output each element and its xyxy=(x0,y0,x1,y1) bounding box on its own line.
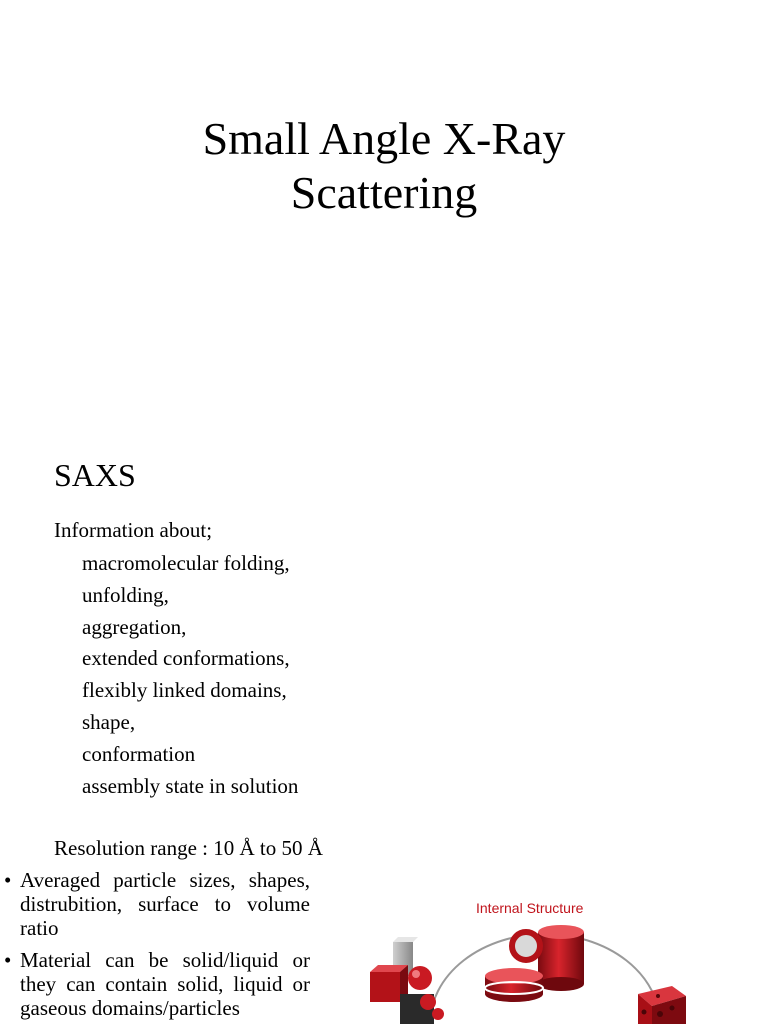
info-item: extended conformations, xyxy=(82,646,290,671)
info-item: shape, xyxy=(82,709,136,734)
ball-icon xyxy=(408,966,432,990)
info-intro: Information about; xyxy=(54,518,213,542)
title-slide xyxy=(0,0,768,430)
sphere-icon xyxy=(512,932,540,960)
slide-title-line-1: Small Angle X-Ray xyxy=(202,113,566,164)
saxs-slide xyxy=(0,430,768,1024)
slide-title-line-2: Scattering xyxy=(290,167,478,218)
disc-icon xyxy=(485,968,543,1002)
bullet-list xyxy=(0,868,310,1028)
bullet-icon: • xyxy=(4,868,12,892)
saxs-heading: SAXS xyxy=(54,457,136,493)
bullet-item xyxy=(0,948,310,1020)
bullet-text: Material can be solid/liquid or they can contain solid, liquid or gaseous domains/particles xyxy=(20,948,310,1020)
info-item: macromolecular folding, xyxy=(82,551,290,575)
info-item: aggregation, xyxy=(82,614,187,639)
bullet-text: Averaged particle sizes, shapes, distrubition, surface to volume ratio xyxy=(20,868,310,940)
bullet-item xyxy=(0,868,310,940)
info-list xyxy=(82,548,298,802)
info-item: flexibly linked domains, xyxy=(82,678,287,703)
cylinder-icon xyxy=(538,925,584,991)
diagram-title: Internal Structure xyxy=(476,900,584,916)
slide-title xyxy=(0,112,768,220)
info-item: unfolding, xyxy=(82,582,169,607)
resolution-range: Resolution range : 10 Å to 50 Å xyxy=(54,836,323,860)
info-item: conformation xyxy=(82,741,196,766)
internal-structure-diagram xyxy=(320,890,768,1024)
bullet-icon: • xyxy=(4,948,12,972)
info-item: assembly state in solution xyxy=(82,773,299,798)
porous-block-icon xyxy=(638,986,686,1024)
cluster-icon xyxy=(400,994,444,1024)
